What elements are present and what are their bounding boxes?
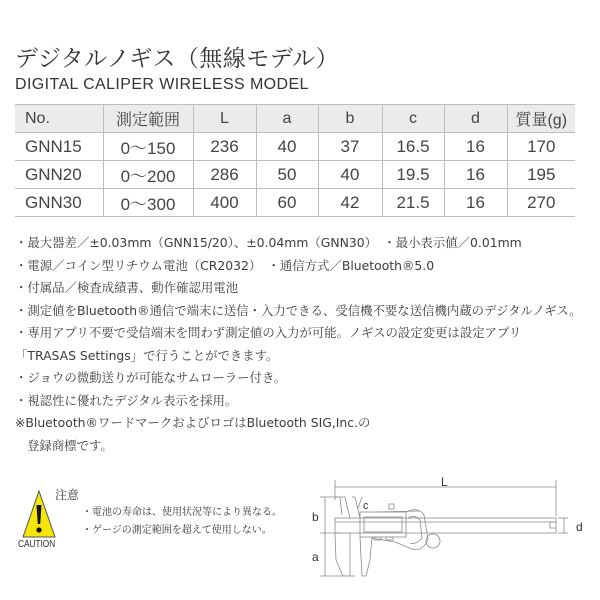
caution-label: CAUTION: [18, 539, 56, 550]
caution-item: ・電池の寿命は、使用状況等により異なる。: [82, 507, 282, 518]
dim-label-c: c: [363, 500, 369, 512]
cell-b: 37: [318, 133, 382, 161]
note-app-cont: 「TRASAS Settings」で行うことができます。: [15, 347, 279, 363]
cell-a: 50: [256, 161, 318, 189]
cell-l: 400: [193, 189, 256, 217]
feature-notes: [15, 232, 595, 457]
cell-d: 16: [444, 133, 507, 161]
caution-title: 注意: [55, 488, 80, 502]
cell-a: 60: [256, 189, 318, 217]
table-header-row: [15, 105, 575, 133]
note-app: ・専用アプリ不要で受信端末を問わず測定値の入力が可能。ノギスの設定変更は設定アプリ: [15, 325, 522, 340]
table-row: [15, 161, 575, 189]
cell-mass: 270: [507, 189, 575, 217]
caution-item: ・ゲージの測定範囲を超えて使用しない。: [82, 525, 272, 536]
cell-range: 0〜300: [103, 189, 193, 217]
column-header-d: d: [444, 105, 507, 133]
cell-d: 16: [444, 189, 507, 217]
cell-mass: 170: [507, 133, 575, 161]
cell-range: 0〜200: [103, 161, 193, 189]
column-header-c: c: [382, 105, 444, 133]
column-header-mass: 質量(g): [507, 105, 575, 133]
warning-triangle-icon: [21, 489, 57, 539]
note-trademark-cont: 登録商標です。: [27, 437, 113, 453]
column-header-l: L: [193, 105, 256, 133]
note-accessories: ・付属品／検査成績書、動作確認用電池: [15, 280, 239, 295]
dim-label-a: a: [312, 550, 319, 564]
dim-label-d: d: [576, 520, 583, 534]
cell-b: 42: [318, 189, 382, 217]
cell-l: 236: [193, 133, 256, 161]
cell-model: GNN15: [15, 133, 103, 161]
note-thumb-roller: ・ジョウの微動送りが可能なサムローラー付き。: [15, 370, 287, 385]
dim-label-b: b: [312, 510, 319, 524]
page-title: デジタルノギス（無線モデル）: [15, 46, 340, 72]
dim-label-l: L: [441, 475, 448, 489]
cell-model: GNN20: [15, 161, 103, 189]
cell-b: 40: [318, 161, 382, 189]
note-trademark: ※Bluetooth®ワードマークおよびロゴはBluetooth SIG,Inc.の: [15, 415, 371, 430]
column-header-range: 測定範囲: [103, 105, 193, 133]
cell-range: 0〜150: [103, 133, 193, 161]
cell-model: GNN30: [15, 189, 103, 217]
note-accuracy: ・最大器差／±0.03mm（GNN15/20）、±0.04mm（GNN30） ・最小表示値／0.01mm: [15, 235, 522, 250]
note-power: ・電源／コイン型リチウム電池（CR2032） ・通信方式／Bluetooth®5.0: [15, 257, 435, 273]
caliper-dimension-diagram: [300, 470, 600, 590]
column-header-b: b: [318, 105, 382, 133]
spec-table: [15, 104, 575, 217]
note-bluetooth: ・測定値をBluetooth®通信で端末に送信・入力できる、受信機不要な送信機内蔵のデジタルノギス。: [15, 302, 582, 318]
cell-d: 16: [444, 161, 507, 189]
note-display: ・視認性に優れたデジタル表示を採用。: [15, 392, 238, 408]
cell-c: 16.5: [382, 133, 444, 161]
table-row: [15, 189, 575, 217]
column-header-a: a: [256, 105, 318, 133]
table-row: [15, 133, 575, 161]
column-header-no: No.: [15, 105, 103, 133]
cell-c: 19.5: [382, 161, 444, 189]
cell-c: 21.5: [382, 189, 444, 217]
cell-mass: 195: [507, 161, 575, 189]
caution-list: [82, 504, 282, 540]
page-subtitle: DIGITAL CALIPER WIRELESS MODEL: [15, 76, 309, 93]
cell-l: 286: [193, 161, 256, 189]
cell-a: 40: [256, 133, 318, 161]
